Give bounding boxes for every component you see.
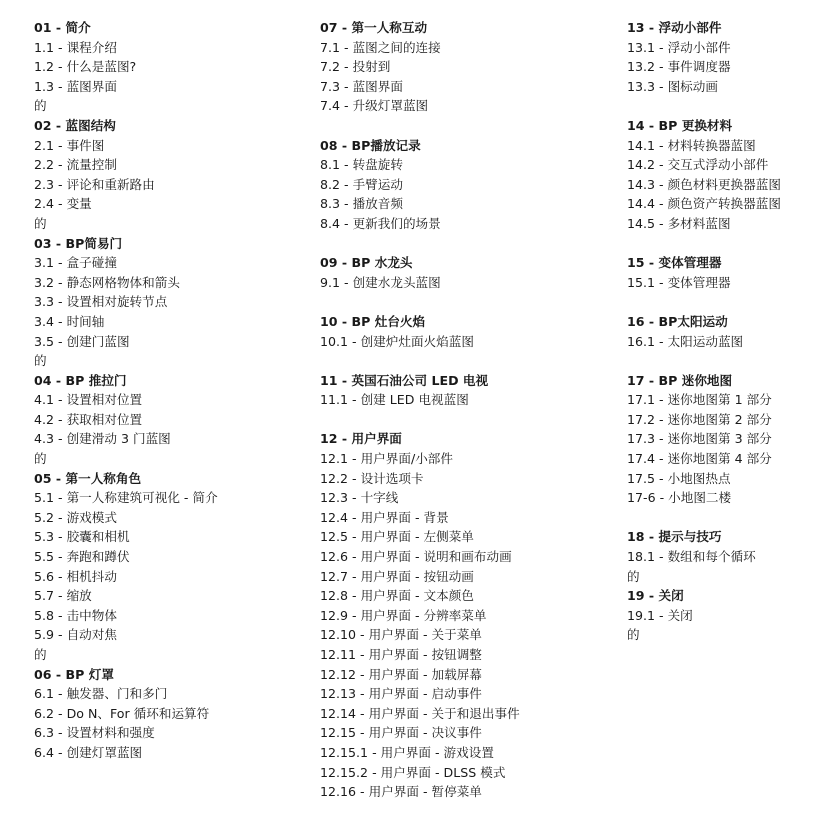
lesson-item: 2.1 - 事件图	[34, 137, 105, 153]
lesson-item: 12.15.1 - 用户界面 - 游戏设置	[320, 744, 494, 760]
lesson-item: 17.2 - 迷你地图第 2 部分	[627, 411, 772, 427]
lesson-item: 的	[34, 647, 47, 662]
section-heading: 12 - 用户界面	[320, 431, 402, 447]
lesson-item: 5.5 - 奔跑和蹲伏	[34, 549, 130, 565]
lesson-item: 12.15 - 用户界面 - 决议事件	[320, 725, 482, 741]
section-heading: 14 - BP 更换材料	[627, 117, 733, 133]
lesson-item: 6.1 - 触发器、门和多门	[34, 686, 168, 702]
section-heading: 11 - 英国石油公司 LED 电视	[320, 372, 489, 388]
lesson-item: 10.1 - 创建炉灶面火焰蓝图	[320, 333, 474, 349]
section-heading: 01 - 简介	[34, 20, 91, 35]
lesson-item: 的	[34, 98, 47, 114]
section-heading: 08 - BP播放记录	[320, 137, 421, 153]
lesson-item: 17.3 - 迷你地图第 3 部分	[627, 431, 772, 447]
lesson-item: 6.4 - 创建灯罩蓝图	[34, 744, 143, 760]
lesson-item: 3.5 - 创建门蓝图	[34, 333, 130, 349]
lesson-item: 12.7 - 用户界面 - 按钮动画	[320, 568, 474, 584]
section-heading: 07 - 第一人称互动	[320, 20, 428, 35]
lesson-item: 12.13 - 用户界面 - 启动事件	[320, 686, 482, 702]
lesson-item: 14.3 - 颜色材料更换器蓝图	[627, 176, 781, 192]
lesson-item: 的	[34, 451, 47, 467]
lesson-item: 8.4 - 更新我们的场景	[320, 215, 441, 231]
lesson-item: 14.2 - 交互式浮动小部件	[627, 157, 769, 173]
lesson-item: 2.2 - 流量控制	[34, 157, 117, 173]
lesson-item: 12.3 - 十字线	[320, 490, 399, 506]
section-heading: 03 - BP简易门	[34, 235, 123, 251]
lesson-item: 3.2 - 静态网格物体和箭头	[34, 274, 180, 290]
section-spacer	[627, 96, 832, 116]
lesson-item: 7.3 - 蓝图界面	[320, 78, 403, 94]
lesson-item: 14.5 - 多材料蓝图	[627, 215, 731, 231]
section-spacer	[320, 410, 610, 430]
section-heading: 05 - 第一人称角色	[34, 470, 142, 486]
lesson-item: 17-6 - 小地图二楼	[627, 490, 732, 506]
lesson-item: 14.4 - 颜色资产转换器蓝图	[627, 196, 781, 212]
section-heading: 04 - BP 推拉门	[34, 372, 127, 388]
lesson-item: 1.2 - 什么是蓝图?	[34, 59, 137, 75]
section-spacer	[627, 351, 832, 371]
lesson-item: 3.4 - 时间轴	[34, 313, 105, 329]
lesson-item: 12.10 - 用户界面 - 关于菜单	[320, 627, 482, 643]
lesson-item: 的	[34, 353, 47, 369]
lesson-item: 2.4 - 变量	[34, 196, 92, 212]
outline-column-3	[627, 18, 832, 645]
section-spacer	[320, 292, 610, 312]
lesson-item: 1.1 - 课程介绍	[34, 39, 117, 55]
section-heading: 06 - BP 灯罩	[34, 666, 114, 682]
lesson-item: 4.1 - 设置相对位置	[34, 392, 143, 408]
lesson-item: 12.14 - 用户界面 - 关于和退出事件	[320, 705, 520, 721]
lesson-item: 5.2 - 游戏模式	[34, 509, 117, 525]
lesson-item: 8.3 - 播放音频	[320, 196, 403, 212]
lesson-item: 7.4 - 升级灯罩蓝图	[320, 98, 429, 114]
lesson-item: 12.5 - 用户界面 - 左侧菜单	[320, 529, 474, 545]
lesson-item: 13.2 - 事件调度器	[627, 59, 731, 75]
lesson-item: 8.1 - 转盘旋转	[320, 157, 403, 173]
lesson-item: 12.16 - 用户界面 - 暂停菜单	[320, 784, 482, 800]
lesson-item: 2.3 - 评论和重新路由	[34, 176, 155, 192]
lesson-item: 19.1 - 关闭	[627, 607, 693, 623]
section-spacer	[627, 292, 832, 312]
section-spacer	[320, 234, 610, 254]
lesson-item: 的	[627, 627, 640, 643]
section-heading: 09 - BP 水龙头	[320, 255, 413, 271]
lesson-item: 8.2 - 手臂运动	[320, 176, 403, 192]
lesson-item: 6.3 - 设置材料和强度	[34, 725, 155, 741]
lesson-item: 5.1 - 第一人称建筑可视化 - 简介	[34, 490, 218, 506]
section-spacer	[627, 234, 832, 254]
lesson-item: 5.8 - 击中物体	[34, 607, 117, 623]
section-heading: 13 - 浮动小部件	[627, 20, 722, 35]
lesson-item: 6.2 - Do N、For 循环和运算符	[34, 705, 210, 721]
lesson-item: 4.3 - 创建滑动 3 门蓝图	[34, 431, 171, 447]
lesson-item: 12.2 - 设计选项卡	[320, 470, 424, 486]
lesson-item: 12.15.2 - 用户界面 - DLSS 模式	[320, 764, 506, 780]
lesson-item: 12.8 - 用户界面 - 文本颜色	[320, 588, 474, 604]
lesson-item: 12.1 - 用户界面/小部件	[320, 451, 453, 467]
lesson-item: 7.1 - 蓝图之间的连接	[320, 39, 441, 55]
section-spacer	[320, 116, 610, 136]
lesson-item: 13.3 - 图标动画	[627, 78, 718, 94]
lesson-item: 17.1 - 迷你地图第 1 部分	[627, 392, 772, 408]
section-spacer	[627, 508, 832, 528]
lesson-item: 的	[627, 568, 640, 584]
section-heading: 19 - 关闭	[627, 588, 684, 604]
lesson-item: 12.6 - 用户界面 - 说明和画布动画	[320, 549, 512, 565]
lesson-item: 5.3 - 胶囊和相机	[34, 529, 130, 545]
lesson-item: 12.9 - 用户界面 - 分辨率菜单	[320, 607, 487, 623]
lesson-item: 1.3 - 蓝图界面	[34, 78, 117, 94]
lesson-item: 12.12 - 用户界面 - 加载屏幕	[320, 666, 482, 682]
lesson-item: 7.2 - 投射到	[320, 59, 391, 75]
lesson-item: 18.1 - 数组和每个循环	[627, 549, 756, 565]
lesson-item: 12.11 - 用户界面 - 按钮调整	[320, 647, 482, 662]
lesson-item: 5.9 - 自动对焦	[34, 627, 117, 643]
lesson-item: 3.1 - 盒子碰撞	[34, 255, 117, 271]
section-heading: 18 - 提示与技巧	[627, 529, 722, 545]
lesson-item: 13.1 - 浮动小部件	[627, 39, 731, 55]
lesson-item: 5.7 - 缩放	[34, 588, 92, 604]
section-heading: 17 - BP 迷你地图	[627, 372, 733, 388]
outline-column-2	[320, 18, 610, 802]
section-heading: 16 - BP太阳运动	[627, 313, 728, 329]
lesson-item: 的	[34, 215, 47, 231]
lesson-item: 4.2 - 获取相对位置	[34, 411, 143, 427]
lesson-item: 9.1 - 创建水龙头蓝图	[320, 274, 441, 290]
lesson-item: 3.3 - 设置相对旋转节点	[34, 294, 168, 310]
lesson-item: 5.6 - 相机抖动	[34, 568, 117, 584]
lesson-item: 17.5 - 小地图热点	[627, 470, 731, 486]
lesson-item: 12.4 - 用户界面 - 背景	[320, 509, 449, 525]
lesson-item: 11.1 - 创建 LED 电视蓝图	[320, 392, 469, 408]
outline-column-1	[34, 18, 304, 763]
lesson-item: 14.1 - 材料转换器蓝图	[627, 137, 756, 153]
section-heading: 15 - 变体管理器	[627, 255, 722, 271]
lesson-item: 15.1 - 变体管理器	[627, 274, 731, 290]
lesson-item: 17.4 - 迷你地图第 4 部分	[627, 451, 772, 467]
lesson-item: 16.1 - 太阳运动蓝图	[627, 333, 744, 349]
section-heading: 02 - 蓝图结构	[34, 117, 116, 133]
section-heading: 10 - BP 灶台火焰	[320, 313, 426, 329]
section-spacer	[320, 351, 610, 371]
